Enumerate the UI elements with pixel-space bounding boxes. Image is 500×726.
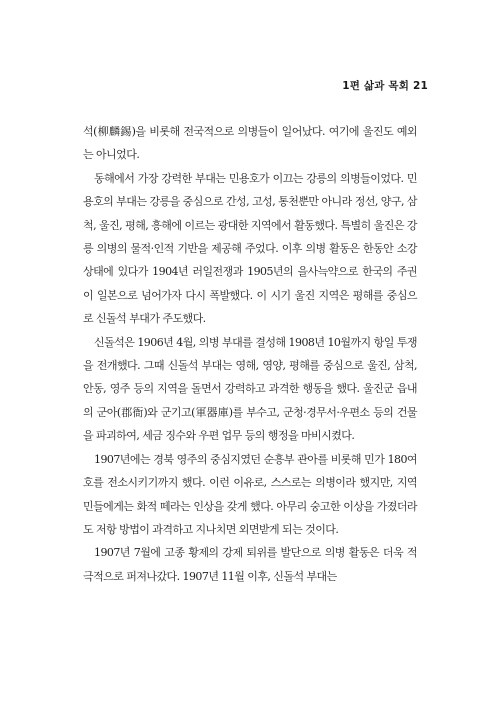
paragraph: 1907년에는 경북 영주의 중심지였던 순흥부 관아를 비롯해 민가 180여 호를 전소시키기까지 했다. 이런 이유로, 스스로는 의병이라 했지만, 지역민들에게는 화적 떼라는 인상을 갖게 했다. 아무리 숭고한 이상을 가졌더라도 저항 방법이 과격하고 지나치면 외면받게 되는 것이다. <box>83 452 417 536</box>
paragraph: 동해에서 가장 강력한 부대는 민용호가 이끄는 강릉의 의병들이었다. 민용호의 부대는 강릉을 중심으로 간성, 고성, 통천뿐만 아니라 정선, 양구, 삼척, 울진, 평해, 흥해에 이르는 광대한 지역에서 활동했다. 특별히 울진은 강릉 의병의 물적·인적 기반을 제공해 주었다. 이후 의병 활동은 한동안 소강상태에 있다가 1904년 러일전쟁과 1905년의 을사늑약으로 한국의 주권이 일본으로 넘어가자 다시 폭발했다. 이 시기 울진 지역은 평해를 중심으로 신돌석 부대가 주도했다. <box>83 171 417 326</box>
running-header: 1편 삶과 목회 21 <box>342 80 428 92</box>
paragraph: 신돌석은 1906년 4월, 의병 부대를 결성해 1908년 10월까지 항일 투쟁을 전개했다. 그때 신돌석 부대는 영해, 영양, 평해를 중심으로 울진, 삼척, 안동, 영주 등의 지역을 돌면서 강력하고 과격한 행동을 했다. 울진군 읍내의 군아(郡衙)와 군기고(軍器庫)를 부수고, 군청·경무서·우편소 등의 건물을 파괴하여, 세금 징수와 우편 업무 등의 행정을 마비시켰다. <box>83 335 417 443</box>
paragraph: 1907년 7월에 고종 황제의 강제 퇴위를 발단으로 의병 활동은 더욱 적극적으로 퍼져나갔다. 1907년 11월 이후, 신돌석 부대는 <box>83 546 417 583</box>
paragraph: 석(柳麟錫)을 비롯해 전국적으로 의병들이 일어났다. 여기에 울진도 예외는 아니었다. <box>83 125 417 162</box>
body-text <box>83 120 417 588</box>
